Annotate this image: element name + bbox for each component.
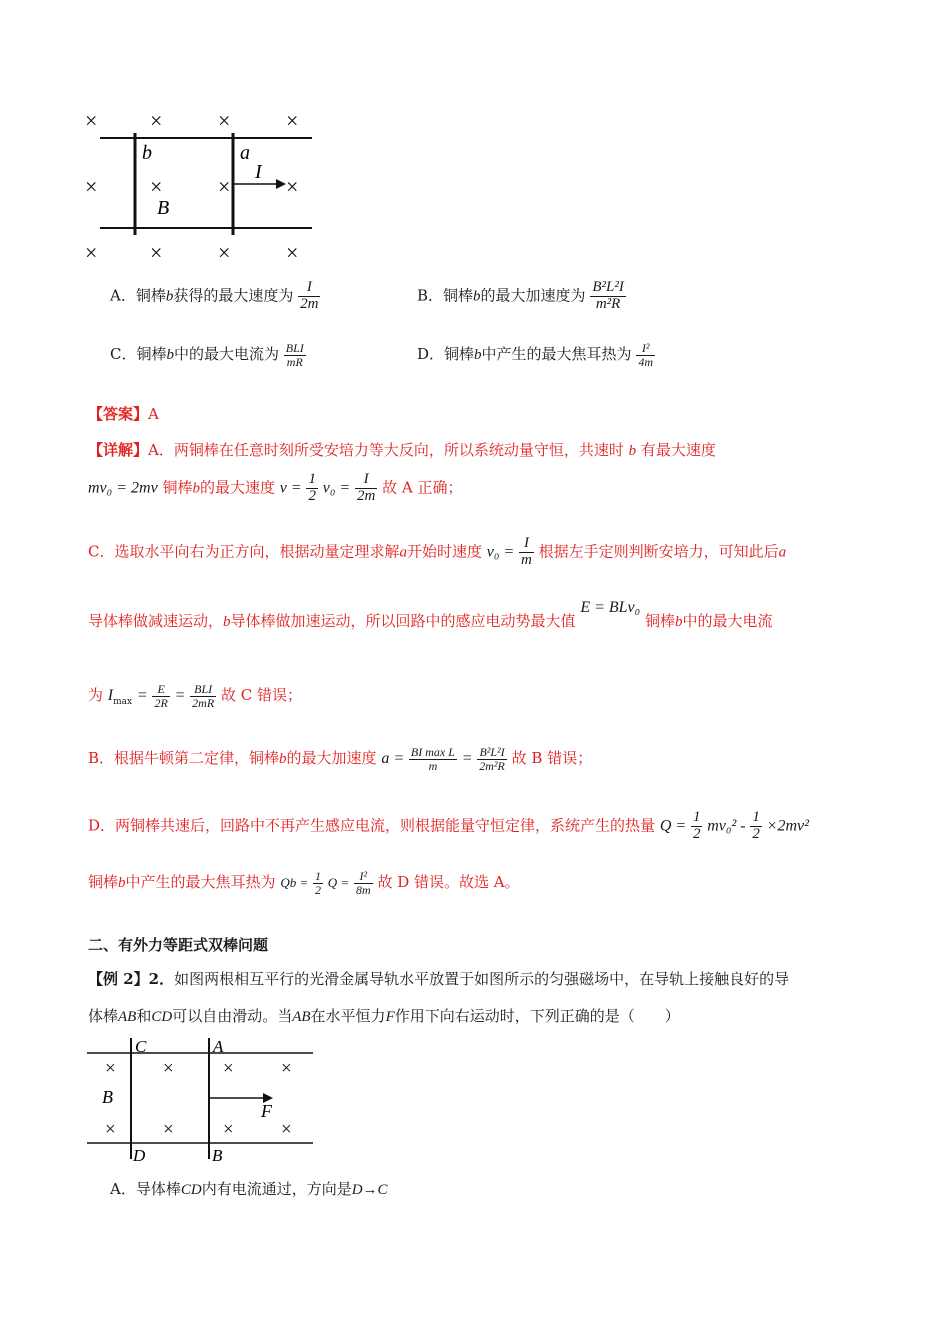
- cross-mark: ×: [150, 174, 163, 199]
- fraction: $\frac{1}{2}$: [692, 809, 701, 842]
- cross-mark: ×: [286, 108, 299, 133]
- rod-b-label: b: [142, 142, 152, 164]
- field-label: B: [157, 197, 170, 219]
- fraction: $\frac{1}{2}$: [315, 869, 322, 897]
- fraction: $\frac{E}{2R}$: [154, 682, 168, 710]
- fraction: $\frac{\text{B²L²I}}{\text{m²R}}$: [592, 279, 624, 312]
- option-b: B．铜棒b的最大加速度为 $\frac{\text{B²L²I}}{\text{m²R}}$: [417, 279, 624, 312]
- fraction: $\frac{I}{2m}$: [356, 471, 376, 504]
- svg-text:×: ×: [223, 1119, 234, 1140]
- fraction: $\frac{I}{m}$: [521, 535, 532, 568]
- force-label: F: [261, 1101, 272, 1121]
- cross-mark: ×: [150, 240, 163, 263]
- svg-text:×: ×: [163, 1058, 174, 1079]
- analysis-line-1: 【详解】A．两铜棒在任意时刻所受安培力等大反向，所以系统动量守恒，共速时 b 有最大速度: [88, 441, 716, 459]
- impulse-label: I: [255, 161, 262, 183]
- fraction: $\frac{1}{2}$: [752, 809, 760, 842]
- cross-mark: ×: [150, 108, 163, 133]
- section-heading: 二、有外力等距式双棒问题: [88, 936, 269, 954]
- rod-b-label: B: [212, 1146, 223, 1165]
- rod-a-label: a: [240, 142, 250, 164]
- analysis-line-7: D．两铜棒共速后，回路中不再产生感应电流，则根据能量守恒定律，系统产生的热量 Q = $\frac{1}{2}$ mv₀² - $\frac{1}{2}$ ×2mv²: [88, 809, 809, 842]
- option-a: A．铜棒b获得的最大速度为 $\frac{I}{2m}$: [110, 279, 319, 312]
- cross-mark: ×: [286, 240, 299, 263]
- question-2-line-1: 【例 2】2．如图两根相互平行的光滑金属导轨水平放置于如图所示的匀强磁场中，在导轨上接触良好的导: [88, 970, 790, 988]
- arrow-right-icon: [276, 179, 286, 189]
- cross-mark: ×: [85, 240, 98, 263]
- option-c: C．铜棒b中的最大电流为 $\frac{\text{BLI}}{mR}$: [110, 341, 304, 369]
- rod-d-label: D: [133, 1146, 146, 1165]
- fraction: $\frac{I}{2m}$: [300, 279, 319, 312]
- analysis-line-2: mv₀ = 2mv 铜棒b的最大速度 v = $\frac{1}{2}$ v₀ = $\frac{I}{2m}$ 故 A 正确；: [88, 471, 463, 504]
- cross-mark: ×: [218, 108, 231, 133]
- field-label: B: [102, 1087, 113, 1107]
- svg-text:×: ×: [163, 1119, 174, 1140]
- fraction: $\frac{\text{BLI}}{2mR}$: [192, 682, 215, 710]
- svg-text:×: ×: [281, 1119, 292, 1140]
- cross-mark: ×: [218, 240, 231, 263]
- analysis-line-5: 为 $I_{max}$ = $\frac{E}{2R}$ = $\frac{\text{BLI}}{2mR}$ 故 C 错误；: [88, 682, 302, 710]
- svg-text:×: ×: [105, 1058, 116, 1079]
- fraction: $\frac{\text{BLI}}{mR}$: [285, 341, 304, 369]
- fraction: $\frac{\text{BI max L}}{m}$: [410, 745, 455, 773]
- q2-option-a: A．导体棒CD内有电流通过，方向是D→C: [110, 1180, 388, 1198]
- figure-1-rails-diagram: [80, 108, 320, 263]
- svg-text:×: ×: [105, 1119, 116, 1140]
- fraction: $\frac{\text{I²}}{8m}$: [356, 869, 371, 897]
- fraction: $\frac{1}{2}$: [308, 471, 316, 504]
- rod-a-label: A: [213, 1037, 224, 1056]
- fraction: $\frac{\text{B²L²I}}{\text{2m²R}}$: [479, 745, 505, 773]
- analysis-line-4: 导体棒做减速运动，b导体棒做加速运动，所以回路中的感应电动势最大值 E = BLv₀ 铜棒b中的最大电流: [88, 599, 773, 630]
- analysis-line-8: 铜棒b中产生的最大焦耳热为 Qb = $\frac{1}{2}$ Q = $\frac{\text{I²}}{8m}$ 故 D 错误。故选 A。: [88, 869, 520, 897]
- cross-mark: ×: [218, 174, 231, 199]
- analysis-line-3: C．选取水平向右为正方向，根据动量定理求解a开始时速度 v₀ = $\frac{I}{m}$ 根据左手定则判断安培力，可知此后a: [88, 535, 787, 568]
- analysis-line-6: B．根据牛顿第二定律，铜棒b的最大加速度 a = $\frac{\text{BI max L}}{m}$ = $\frac{\text{B²L²I}}{\text{2m²R}}$ 故 B 错误；: [88, 745, 593, 773]
- svg-text:×: ×: [223, 1058, 234, 1079]
- cross-mark: ×: [286, 174, 299, 199]
- fraction: $\frac{\text{I²}}{4m}$: [638, 341, 653, 369]
- figure-2-rails-diagram: [85, 1035, 325, 1170]
- answer-line: 【答案】A: [88, 405, 159, 423]
- cross-mark: ×: [85, 108, 98, 133]
- cross-mark: ×: [85, 174, 98, 199]
- svg-text:×: ×: [281, 1058, 292, 1079]
- rod-c-label: C: [135, 1037, 147, 1056]
- option-d: D．铜棒b中产生的最大焦耳热为 $\frac{\text{I²}}{4m}$: [417, 341, 653, 369]
- question-2-line-2: 体棒AB和CD可以自由滑动。当AB在水平恒力F作用下向右运动时，下列正确的是（ ）: [88, 1007, 680, 1025]
- magnetic-field-crosses: [85, 108, 298, 263]
